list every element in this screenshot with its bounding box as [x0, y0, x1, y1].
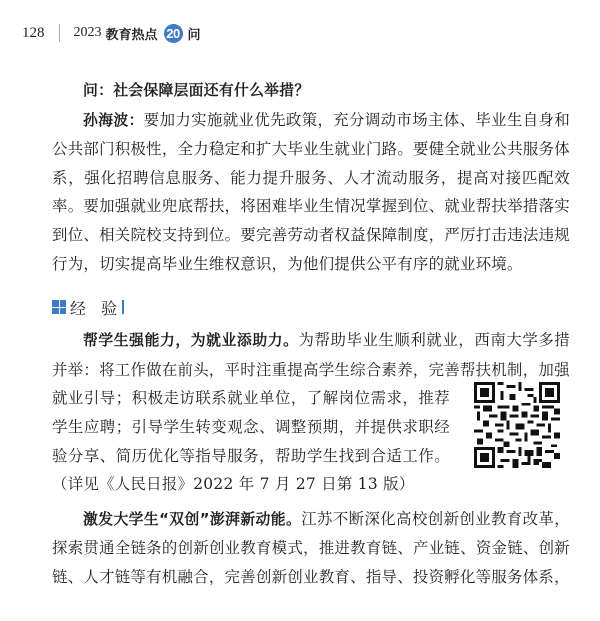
running-header — [22, 22, 201, 44]
experience-paragraph-2 — [52, 505, 570, 592]
page-number: 128 — [22, 24, 45, 41]
speaker-name: 孙海波： — [83, 111, 144, 129]
qr-block — [52, 384, 570, 498]
qr-code-icon[interactable] — [474, 382, 560, 468]
experience-paragraph-1-cont: 就业引导；积极走访联系就业单位，了解岗位需求，推荐学生应聘；引导学生转变观念、调整预期，并提供求职经验分享、简历优化等指导服务，帮助学生找到合适工作。（详见《人民日报》2022 年 7 月 27 日第 13 版） — [52, 389, 450, 494]
experience-lead: 帮学生强能力，为就业添助力。 — [83, 332, 299, 350]
heading-bar-decoration — [122, 300, 124, 314]
experience-paragraph-1 — [52, 326, 570, 384]
page-body — [52, 77, 570, 592]
blue-grid-icon — [52, 300, 66, 314]
experience-body: 江苏不断深化高校创新创业教育改革，探索贯通全链条的创新创业教育模式，推进教育链、产业链、资金链、创新链、人才链等有机融合，完善创新创业教育、指导、投资孵化等服务体系， — [52, 509, 570, 586]
book-title-suffix: 问 — [187, 27, 201, 43]
experience-body: 为帮助毕业生顺利就业，西南大学多措并举：将工作做在前头，平时注重提高学生综合素养，完善帮扶机制，加强 — [52, 331, 570, 379]
book-year: 2023 — [73, 25, 102, 40]
answer-text: 要加力实施就业优先政策，充分调动市场主体、毕业生自身和公共部门积极性，全力稳定和扩大毕业生就业门路。要健全就业公共服务体系，强化招聘信息服务、能力提升服务、人才流动服务，提高对接匹配效率。要加强就业兜底帮扶，将困难毕业生情况掌握到位、就业帮扶举措落实到位、相关院校支持到位。要完善劳动者权益保障制度，严厉打击违法违规行为，切实提高毕业生维权意识，为他们提供公平有序的就业环境。 — [52, 110, 571, 273]
header-divider — [59, 24, 60, 42]
number-badge: 20 — [164, 24, 183, 43]
question: 问：社会保障层面还有什么举措？ — [83, 82, 310, 99]
answer-paragraph — [52, 106, 570, 279]
section-heading — [52, 294, 570, 320]
book-title: 教育热点 — [105, 27, 158, 43]
section-title: 经 验 — [70, 298, 123, 318]
experience-lead: 激发大学生“双创”澎湃新动能。 — [83, 510, 302, 528]
